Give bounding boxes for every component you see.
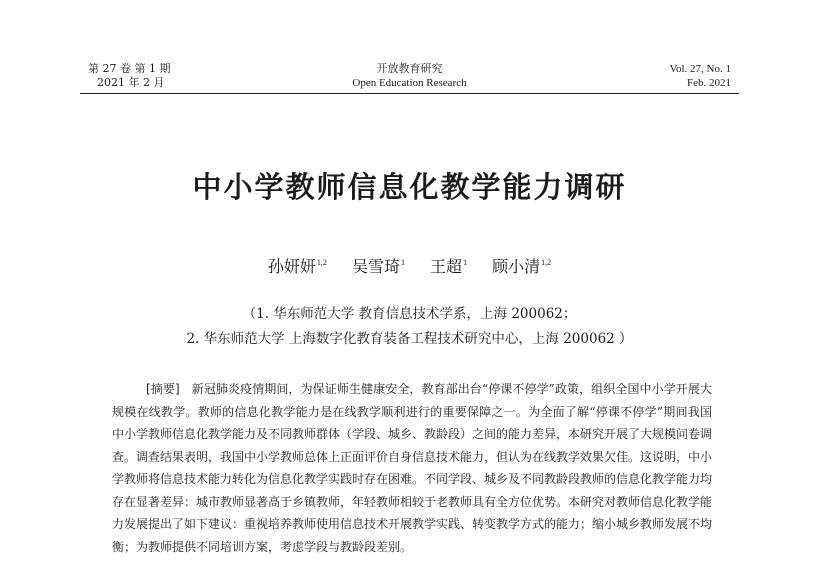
journal-volume-issue-en [571,62,731,90]
author-affiliation-mark: 1 [400,258,405,267]
abstract [112,378,712,558]
issue-date-label: 2021 年 2 月 [97,76,165,89]
author [430,252,467,278]
journal-name-en: Open Education Research [352,77,467,89]
journal-name-cn: 开放教育研究 [376,62,443,75]
author-affiliation-mark: 1,2 [541,258,552,267]
paper-title: 中小学教师信息化教学能力调研 [192,170,627,204]
volume-issue-en-label: Vol. 27, No. 1 [669,63,731,75]
author-name: 吴雪琦 [351,257,400,276]
volume-issue-label: 第 27 卷 第 1 期 [88,62,171,75]
author-list [0,252,819,278]
keywords-line-cropped [112,570,632,576]
author [492,252,551,278]
author-name: 顾小清 [492,257,541,276]
abstract-text: 新冠肺炎疫情期间，为保证师生健康安全，教育部出台“停课不停学”政策，组织全国中小学开展大规模在线教学。教师的信息化教学能力是在线教学顺利进行的重要保障之一。为全面了解“停课不停学”期间我国中小学教师信息化教学能力及不同教师群体（学段、城乡、教龄段）之间的能力差异，本研究开展了大规模问卷调查。调查结果表明，我国中小学教师总体上正面评价自身信息技术能力，但认为在线教学效果欠佳。这说明，中小学教师将信息技术能力转化为信息化教学实践时存在困难。不同学段、城乡及不同教龄段教师的信息化教学能力均存在显著差异：城市教师显著高于乡镇教师，年轻教师相较于老教师具有全方位优势。本研究对教师信息化教学能力发展提出了如下建议：重视培养教师使用信息技术开展教学实践、转变教学方式的能力；缩小城乡教师发展不均衡；为教师提供不同培训方案，考虑学段与教龄段差别。 [112,382,713,554]
affiliation-2: 2. 华东师范大学 上海数字化教育装备工程技术研究中心，上海 200062 ） [186,331,633,347]
affiliation-1: （1. 华东师范大学 教育信息技术学系，上海 200062； [242,306,577,322]
author-affiliation-mark: 1,2 [316,258,327,267]
author [352,252,405,278]
issue-date-en-label: Feb. 2021 [687,77,731,89]
author-name: 王超 [430,257,463,276]
abstract-label: [摘要] [146,382,180,396]
author [268,252,327,278]
header-rule [80,93,739,94]
author-affiliation-mark: 1 [463,258,468,267]
author-name: 孙妍妍 [267,257,316,276]
